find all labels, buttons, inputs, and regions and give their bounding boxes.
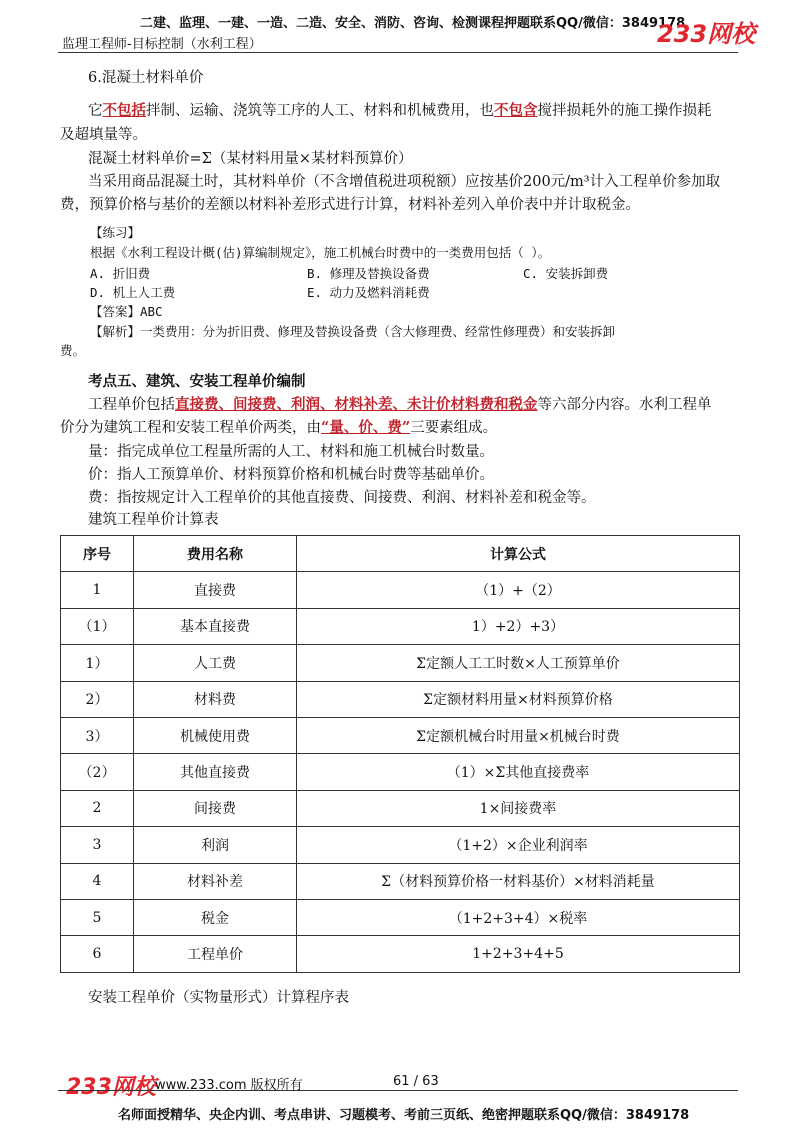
highlight-three-elements: “量、价、费” [321, 419, 411, 436]
practice-question: 根据《水利工程设计概(估)算编制规定》，施工机械台时费中的一类费用包括（ ）。 [90, 245, 551, 260]
footer-logo: 233网校 [66, 1075, 156, 1100]
table-row: 5 税金 （1+2+3+4）×税率 [61, 899, 740, 935]
formula: 混凝土材料单价=Σ（某材料用量×某材料预算价） [88, 151, 413, 167]
section6-para2: 当采用商品混凝土时，其材料单价（不含增值税进项税额）应按基价200元/m³计入工程单价参加取 [88, 174, 721, 190]
practice-answer: 【答案】ABC [90, 304, 163, 319]
highlight-not-included: 不包括 [102, 102, 146, 119]
highlight-cost-items: 直接费、间接费、利润、材料补差、未计价材料费和税金 [175, 396, 538, 413]
option-c: C. 安装拆卸费 [523, 266, 609, 281]
def-fee: 费：指按规定计入工程单价的其他直接费、间接费、利润、材料补差和税金等。 [88, 490, 596, 506]
highlight-not-contained: 不包含 [494, 102, 538, 119]
header-index: 序号 [61, 536, 134, 572]
footer-contact: 名师面授精华、央企内训、考点串讲、习题模考、考前三页纸、绝密押题联系QQ/微信：3849178 [118, 1108, 690, 1123]
table-row: 6 工程单价 1+2+3+4+5 [61, 936, 740, 972]
install-table-title: 安装工程单价（实物量形式）计算程序表 [88, 990, 349, 1006]
table-title: 建筑工程单价计算表 [88, 512, 219, 528]
table-row: 3 利润 （1+2）×企业利润率 [61, 827, 740, 863]
table-row: （2） 其他直接费 （1）×Σ其他直接费率 [61, 754, 740, 790]
point5-para1: 工程单价包括直接费、间接费、利润、材料补差、未计价材料费和税金等六部分内容。水利工程单 [88, 396, 712, 413]
table-row: 2） 材料费 Σ定额材料用量×材料预算价格 [61, 681, 740, 717]
header-cost-name: 费用名称 [134, 536, 297, 572]
header-formula: 计算公式 [297, 536, 740, 572]
option-e: E. 动力及燃料消耗费 [307, 285, 430, 300]
table-row: 3） 机械使用费 Σ定额机械台时用量×机械台时费 [61, 717, 740, 753]
table-row: 2 间接费 1×间接费率 [61, 790, 740, 826]
table-row: 1 直接费 （1）+（2） [61, 572, 740, 608]
header-courses: 二建、监理、一建、一造、二造、安全、消防、咨询、检测课程押题联系QQ/微信：3849178 [140, 16, 686, 31]
header-divider [58, 52, 738, 53]
footer-divider [58, 1090, 738, 1091]
point5-para2: 价分为建筑工程和安装工程单价两类，由“量、价、费”三要素组成。 [60, 419, 498, 436]
option-b: B. 修理及替换设备费 [307, 266, 430, 281]
def-quantity: 量：指完成单位工程量所需的人工、材料和施工机械台时数量。 [88, 444, 494, 460]
section6-para1-wrap: 及超填量等。 [60, 127, 147, 143]
point5-title: 考点五、建筑、安装工程单价编制 [88, 373, 306, 390]
practice-analysis: 【解析】一类费用：分为折旧费、修理及替换设备费（含大修理费、经常性修理费）和安装拆卸 [90, 324, 616, 339]
practice-heading: 【练习】 [90, 225, 141, 240]
brand-logo: 233网校 [657, 20, 756, 48]
table-header-row [61, 536, 740, 572]
practice-analysis-wrap: 费。 [60, 343, 86, 358]
section6-para1: 它不包括拌制、运输、浇筑等工序的人工、材料和机械费用，也不包含搅拌损耗外的施工操作损耗 [88, 102, 712, 119]
unit-price-table [60, 535, 740, 973]
section6-para2-wrap: 费，预算价格与基价的差额以材料补差形式进行计算，材料补差列入单价表中并计取税金。 [60, 197, 640, 213]
option-a: A. 折旧费 [90, 266, 151, 281]
page-number: 61 / 63 [393, 1074, 439, 1089]
table-row: 1） 人工费 Σ定额人工工时数×人工预算单价 [61, 645, 740, 681]
def-price: 价：指人工预算单价、材料预算价格和机械台时费等基础单价。 [88, 467, 494, 483]
footer-copyright: www.233.com 版权所有 [155, 1078, 303, 1093]
option-d: D. 机上人工费 [90, 285, 176, 300]
table-row: （1） 基本直接费 1）+2）+3） [61, 608, 740, 644]
table-row: 4 材料补差 Σ（材料预算价格一材料基价）×材料消耗量 [61, 863, 740, 899]
section-title: 6.混凝土材料单价 [88, 70, 204, 86]
header-subtitle: 监理工程师-目标控制（水利工程） [62, 37, 262, 52]
